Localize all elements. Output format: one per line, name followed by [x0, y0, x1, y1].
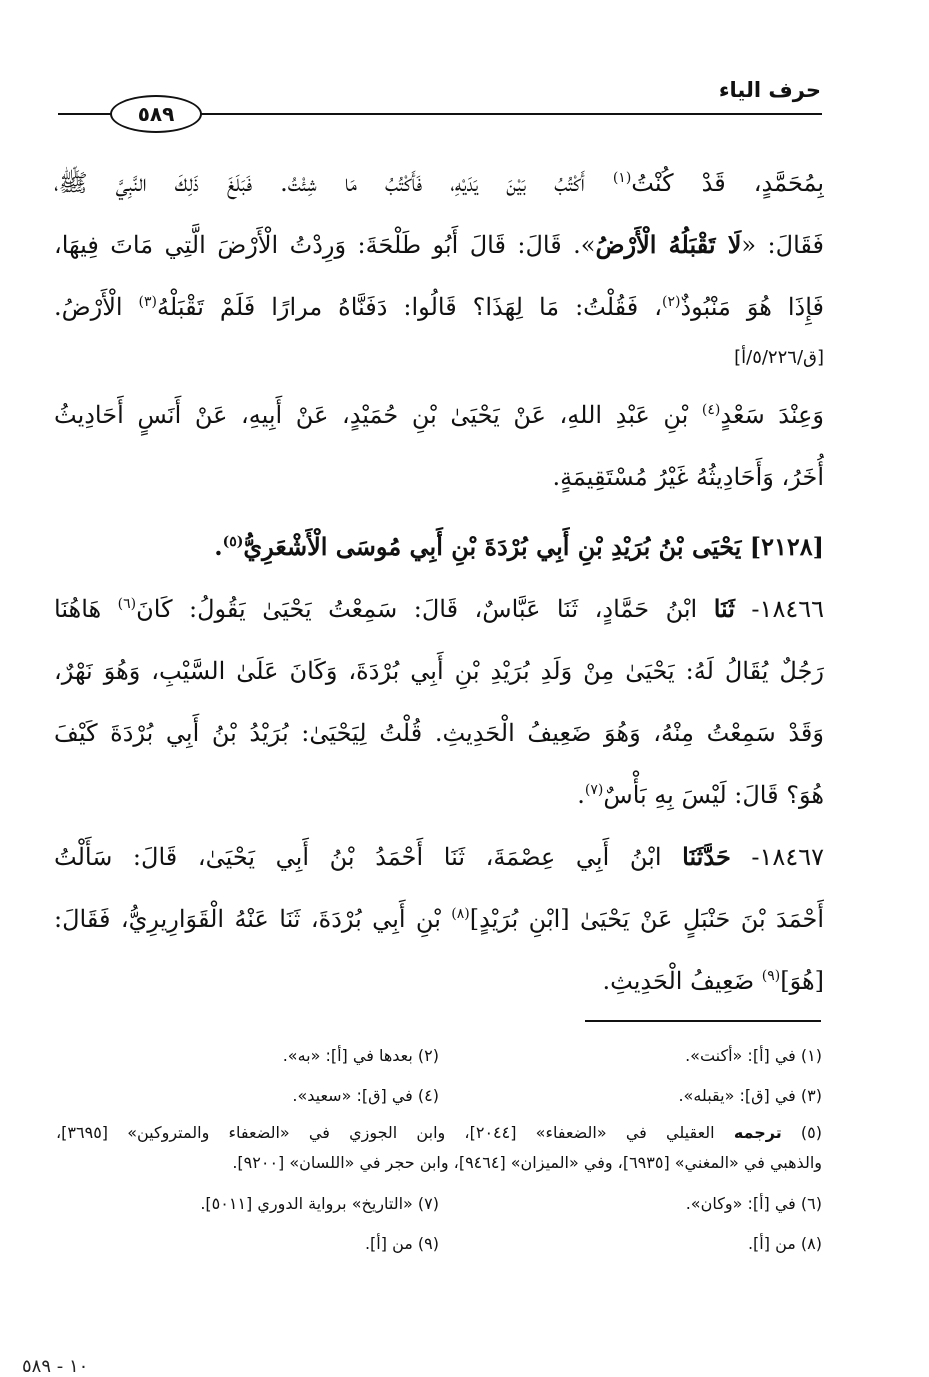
footnote-marker[interactable]: (٦) [117, 596, 137, 612]
text-line: هُوَ؟ قَالَ: لَيْسَ بِهِ بَأْسٌ$^{(٧)}$. [577, 781, 824, 809]
footnote-5: (٥) ترجمه العقيلي في «الضعفاء» [٢٠٤٤]، وابن الجوزي في «الضعفاء والمتروكين» [٣٦٩٥]، [56, 1123, 822, 1142]
footnote-6: (٦) في [أ]: «وكان». [685, 1194, 822, 1213]
text-line: بِمُحَمَّدٍ، قَدْ كُنْتُ$^{(١)}$ أَكْتُبُ بَيْنَ يَدَيْهِ، فَأَكْتُبُ مَا شِئْتُ. فَبَلَغَ ذَلِكَ النَّبِيَّ ﷺ، [54, 169, 824, 197]
footnote-marker[interactable]: (٢) [661, 294, 681, 310]
footnote-4: (٤) في [ق]: «سعيد». [292, 1086, 439, 1105]
footnote-7: (٧) «التاريخ» برواية الدوري [٥٠١١]. [200, 1194, 439, 1213]
entry-number: [٢١٢٨] [749, 532, 824, 561]
hadith-18467: ١٨٤٦٧- حَدَّثَنَا ابْنُ أَبِي عِصْمَةَ، ثَنَا أَحْمَدُ بْنُ أَبِي يَحْيَىٰ، قَالَ: سَأَلْتُ [54, 842, 824, 871]
footnote-marker[interactable]: (٧) [584, 782, 604, 798]
footnote-3: (٣) في [ق]: «يقبله». [678, 1086, 822, 1105]
hadith-number: ١٨٤٦٦- [734, 595, 824, 623]
text-line: [هُوَ]$^{(٩)}$ ضَعِيفُ الْحَدِيثِ. [602, 967, 824, 995]
footnote-marker[interactable]: (٩) [761, 968, 781, 984]
footnote-marker[interactable]: (٤) [701, 402, 721, 418]
footnote-2: (٢) بعدها في [أ]: «به». [282, 1046, 439, 1065]
footnote-1: (١) في [أ]: «أكنت». [685, 1046, 822, 1065]
footnote-9: (٩) من [أ]. [364, 1234, 439, 1253]
page-number-oval [110, 95, 202, 133]
text-line: وَقَدْ سَمِعْتُ مِنْهُ، وَهُوَ ضَعِيفُ الْحَدِيثِ. قُلْتُ لِيَحْيَىٰ: بُرَيْدُ بْنُ أَبِي بُرْدَةَ كَيْفَ [54, 719, 824, 747]
manuscript-reference: [ق/٥/٢٢٦/أ] [734, 347, 824, 368]
footnote-marker[interactable]: (٣) [138, 294, 158, 310]
page-number: ٥٨٩ [137, 102, 175, 126]
hadith-number: ١٨٤٦٧- [730, 843, 824, 871]
footnotes [56, 1038, 822, 1266]
footnote-8: (٨) من [أ]. [747, 1234, 822, 1253]
entry-heading: [٢١٢٨] يَحْيَى بْنُ بُرَيْدِ بْنِ أَبِي بُرْدَةَ بْنِ أَبِي مُوسَى الْأَشْعَرِيُّ$^{(٥)}$. [214, 532, 824, 561]
footnote-marker[interactable]: (١) [612, 170, 632, 186]
main-text [54, 152, 824, 1012]
bottom-stamp: ١٠ - ٥٨٩ [22, 1356, 89, 1377]
text-line: رَجُلٌ يُقَالُ لَهُ: يَحْيَىٰ مِنْ وَلَدِ بُرَيْدِ بْنِ أَبِي بُرْدَةَ، وَكَانَ عَلَىٰ السَّيْبِ، وَهُوَ نَهْرٌ، [54, 657, 824, 685]
text-line: فَقَالَ: «لَا تَقْبَلُهُ الْأَرْضُ». قَالَ: قَالَ أَبُو طَلْحَةَ: وَرِدْتُ الْأَرْضَ الَّتِي مَاتَ فِيهَا، [54, 230, 824, 259]
text-line: أَحْمَدَ بْنَ حَنْبَلٍ عَنْ يَحْيَىٰ [ابْنِ بُرَيْدٍ]$^{(٨)}$ بْنِ أَبِي بُرْدَةَ، ثَنَا عَنْهُ الْقَوَارِيرِيُّ، فَقَالَ: [54, 905, 824, 933]
prophet-quote: لَا تَقْبَلُهُ الْأَرْضُ [595, 230, 742, 259]
text-line: وَعِنْدَ سَعْدٍ$^{(٤)}$ بْنِ عَبْدِ اللهِ، عَنْ يَحْيَىٰ بْنِ حُمَيْدٍ، عَنْ أَبِيهِ، عَنْ أَنَسٍ أَحَادِيثُ [54, 401, 824, 429]
footnote-marker[interactable]: (٨) [451, 906, 470, 922]
text-line: فَإِذَا هُوَ مَنْبُوذٌ$^{(٢)}$، فَقُلْتُ: مَا لِهَذَا؟ قَالُوا: دَفَنَّاهُ مرارًا فَلَمْ تَقْبَلْهُ$^{(٣)}$ الْأَرْضُ. [54, 293, 824, 321]
footnote-5-cont: والذهبي في «المغني» [٦٩٣٥]، وفي «الميزان» [٩٤٦٤]، وابن حجر في «اللسان» [٩٢٠٠]. [232, 1153, 822, 1172]
text-line: أُخَرُ، وَأَحَادِيثُهُ غَيْرُ مُسْتَقِيمَةٍ. [552, 463, 824, 491]
entry-name: يَحْيَى بْنُ بُرَيْدِ بْنِ أَبِي بُرْدَةَ بْنِ أَبِي مُوسَى الْأَشْعَرِيُّ [243, 532, 750, 561]
footnote-marker[interactable]: (٥) [222, 534, 244, 550]
section-title: حرف الياء [718, 78, 821, 102]
footnote-rule [585, 1020, 821, 1022]
hadith-18466: ١٨٤٦٦- ثَنَا ابْنُ حَمَّادٍ، ثَنَا عَبَّاسٌ، قَالَ: سَمِعْتُ يَحْيَىٰ يَقُولُ: كَانَ$^{(٦)}$ هَاهُنَا [54, 594, 824, 623]
